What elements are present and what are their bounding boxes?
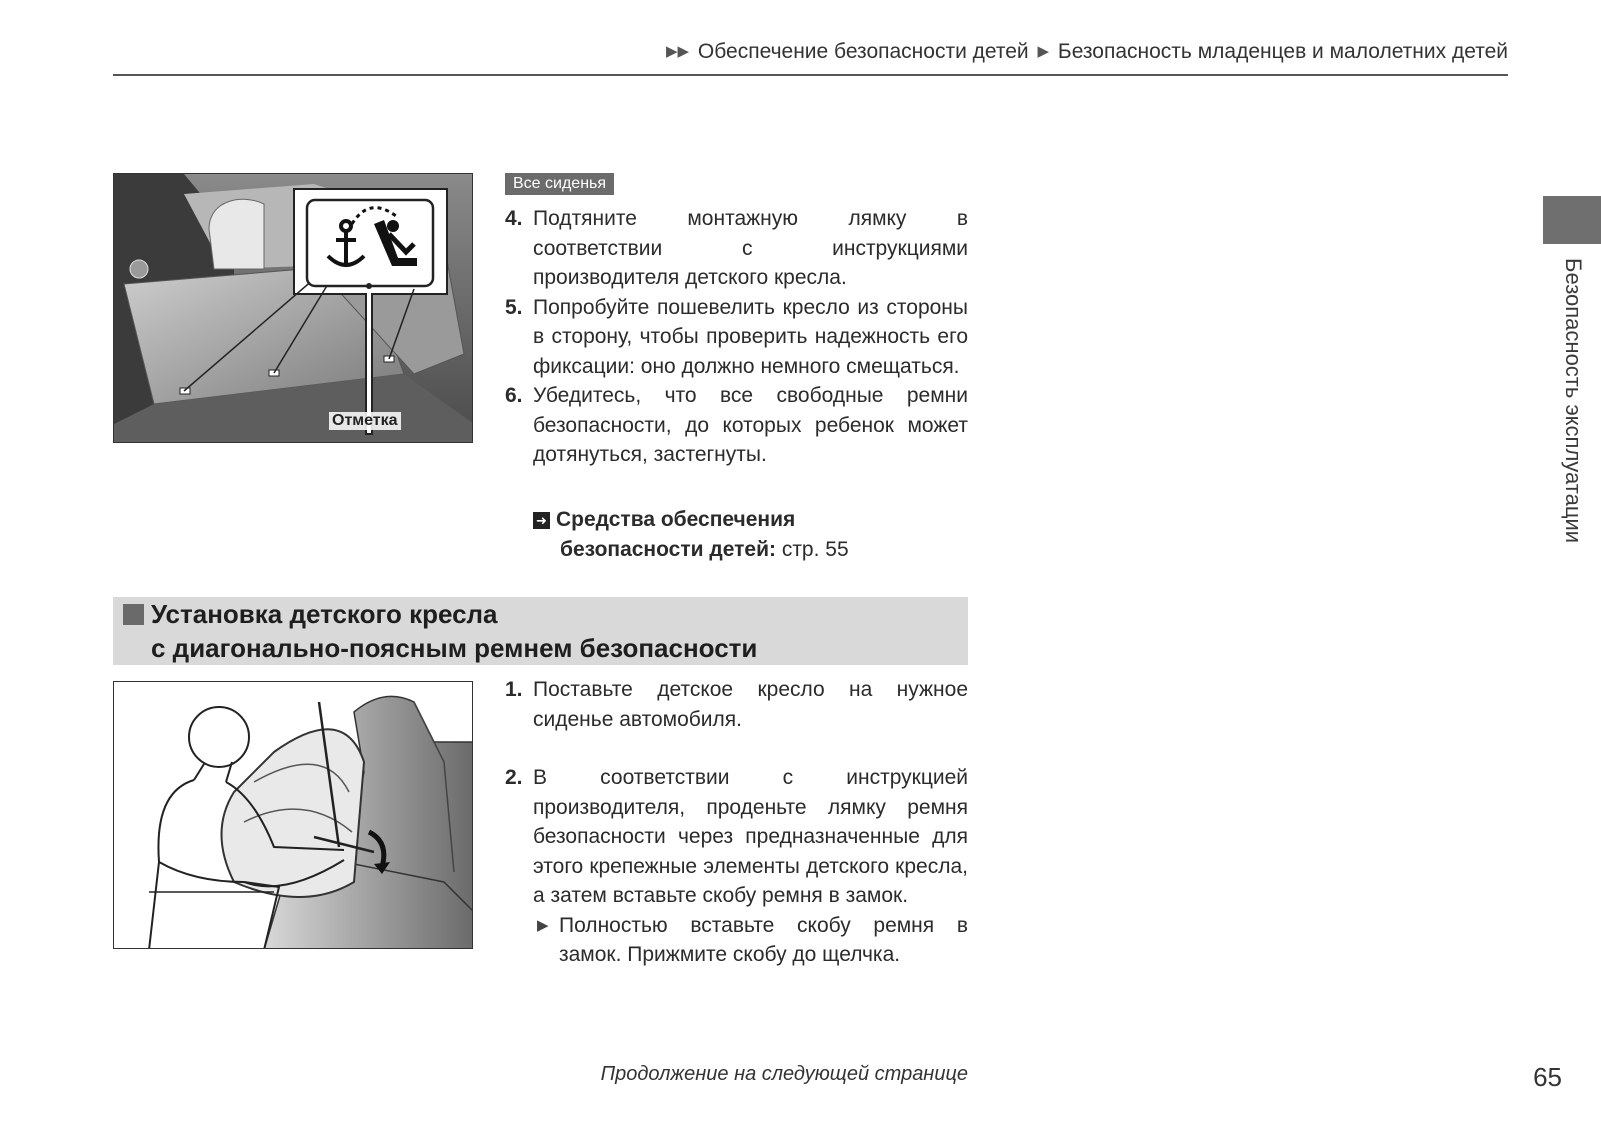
chapter-title: Безопасность эксплуатации bbox=[1561, 258, 1586, 544]
seat-applicability-badge: Все сиденья bbox=[505, 173, 614, 195]
play-icon: ▶ bbox=[1037, 43, 1050, 60]
list-item bbox=[505, 204, 968, 293]
step-text: Поставьте детское кресло на нужное сиденье автомобиля. bbox=[533, 678, 968, 731]
seatbelt-install-illustration bbox=[113, 681, 473, 949]
breadcrumb bbox=[600, 40, 1508, 64]
installing-child-seat-drawing bbox=[114, 682, 473, 949]
step-number: 2. bbox=[505, 766, 523, 789]
breadcrumb-item-infant-safety[interactable]: Безопасность младенцев и малолетних детей bbox=[1057, 40, 1508, 63]
reference-title-line-2: безопасности детей: bbox=[560, 538, 776, 561]
continued-note: Продолжение на следующей странице bbox=[600, 1063, 968, 1085]
square-bullet-icon bbox=[123, 604, 144, 625]
tether-anchor-illustration bbox=[113, 173, 473, 443]
play-icon: ▶▶ bbox=[666, 43, 690, 60]
step-text: Попробуйте пошевелить кресло из стороны в сторону, чтобы проверить надежность его фиксации: оно должно немного смещаться. bbox=[533, 295, 968, 378]
step-text: Убедитесь, что все свободные ремни безопасности, до которых ребенок может дотянуться, застегнуты. bbox=[533, 384, 968, 466]
list-item bbox=[505, 675, 968, 734]
step-list bbox=[505, 675, 968, 970]
reference-title-line-1: Средства обеспечения bbox=[556, 508, 796, 531]
header-divider bbox=[113, 74, 1508, 76]
section-title-line-2: с диагонально-поясным ремнем безопасности bbox=[151, 633, 758, 663]
breadcrumb-item-child-safety[interactable]: Обеспечение безопасности детей bbox=[697, 40, 1029, 63]
step-number: 5. bbox=[505, 295, 523, 319]
step-number: 6. bbox=[505, 384, 523, 407]
cross-reference-link[interactable] bbox=[533, 505, 849, 565]
arrow-right-icon: ➜ bbox=[533, 512, 550, 529]
list-item bbox=[505, 293, 968, 382]
section-heading bbox=[113, 597, 968, 665]
play-icon: ▶ bbox=[537, 916, 549, 934]
list-item bbox=[505, 381, 968, 470]
reference-page: стр. 55 bbox=[775, 538, 849, 561]
step-list bbox=[505, 204, 968, 470]
sub-note bbox=[533, 911, 968, 970]
marker-label: Отметка bbox=[329, 412, 401, 430]
cargo-area-drawing bbox=[114, 174, 473, 443]
list-item bbox=[505, 763, 968, 970]
step-text: В соответствии с инструкцией производителя, проденьте лямку ремня безопасности через предназначенные для этого крепежные элементы детского кресла, а затем вставьте скобу ремня в замок. bbox=[533, 766, 968, 907]
step-text: Подтяните монтажную лямку в соответствии с инструкциями производителя детского кресла. bbox=[533, 207, 968, 289]
section-title-line-1: Установка детского кресла bbox=[151, 599, 498, 629]
page-number: 65 bbox=[1533, 1062, 1562, 1092]
chapter-tab-marker bbox=[1543, 196, 1601, 244]
sub-note-text: Полностью вставьте скобу ремня в замок. Прижмите скобу до щелчка. bbox=[559, 913, 968, 966]
step-number: 4. bbox=[505, 207, 523, 230]
step-number: 1. bbox=[505, 678, 523, 701]
